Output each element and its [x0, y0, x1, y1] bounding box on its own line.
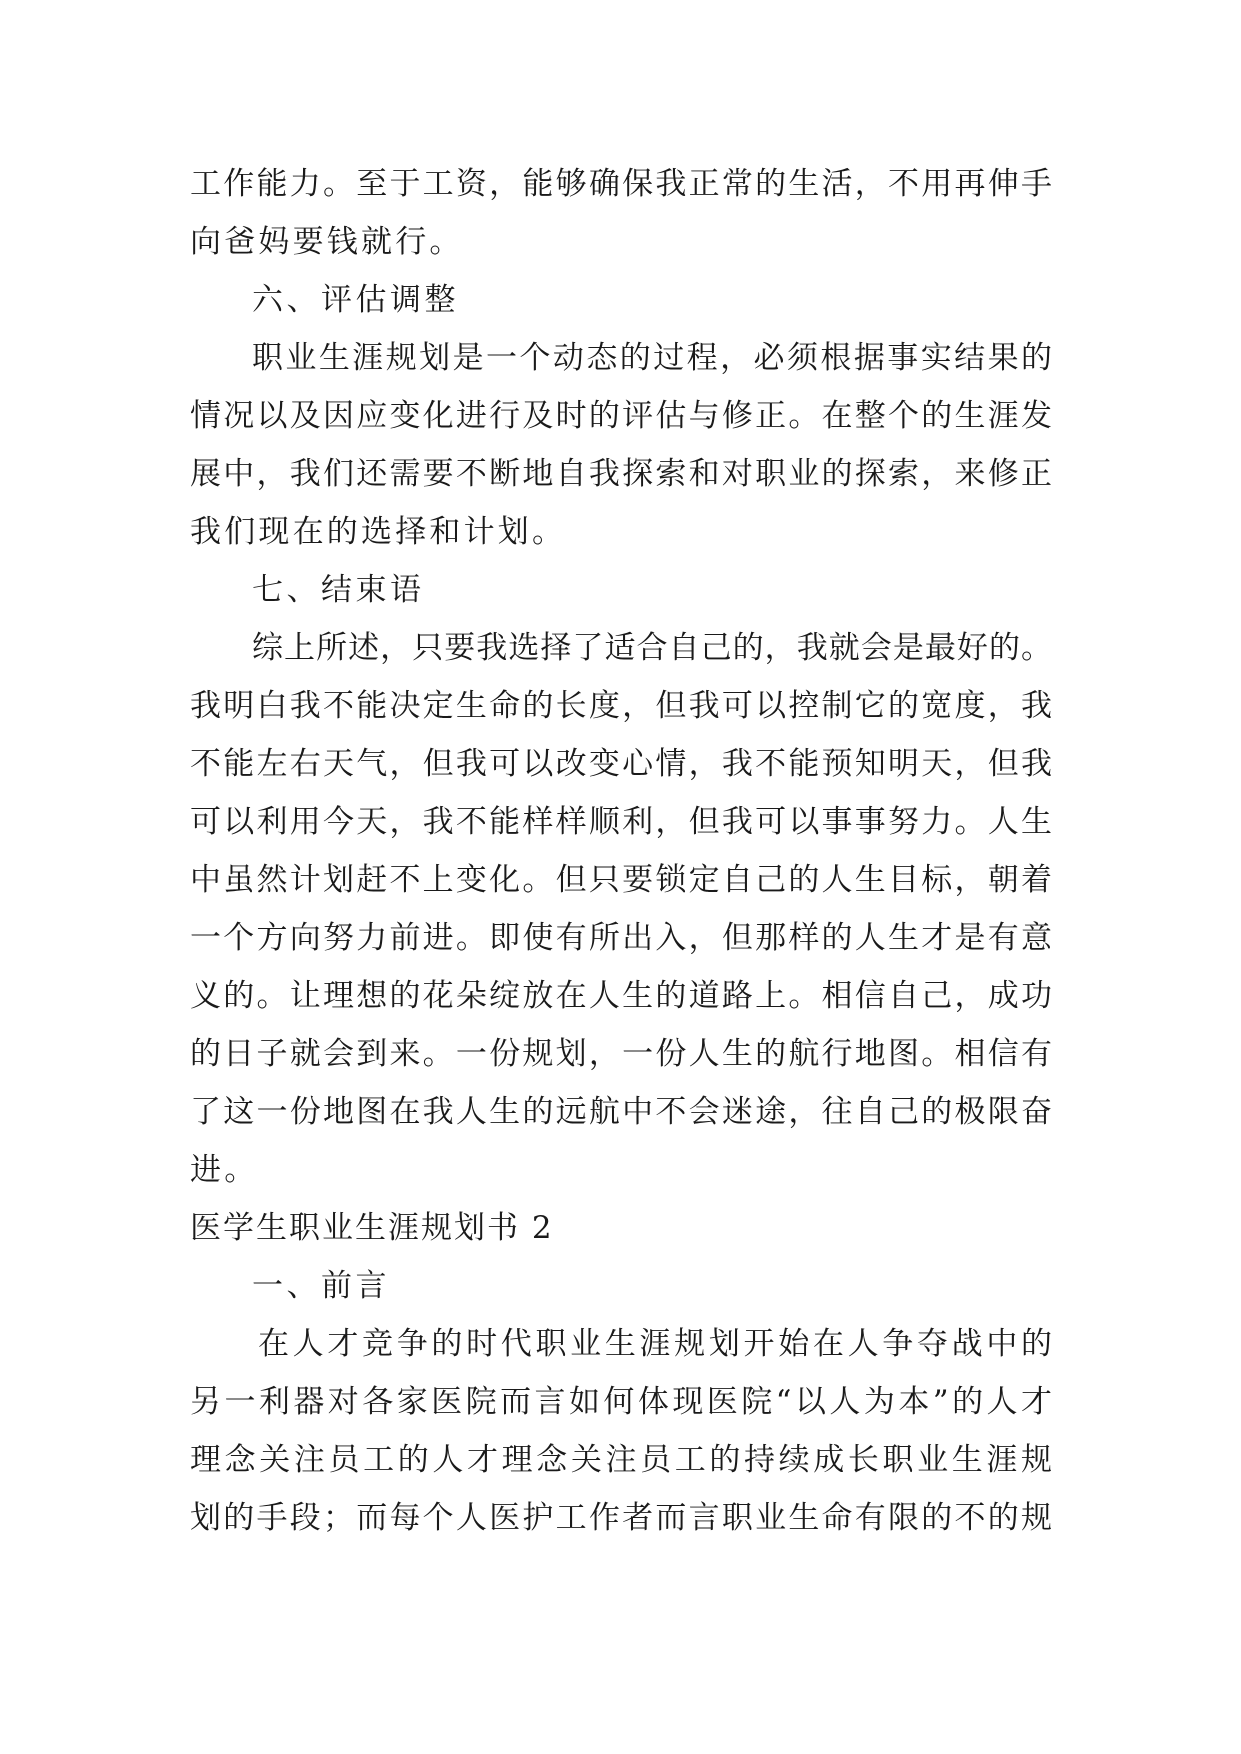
section-heading: 七、结束语 [252, 572, 425, 608]
paragraph-line: 综上所述，只要我选择了适合自己的，我就会是最好的。 [252, 630, 1052, 666]
paragraph-line: 划的手段；而每个人医护工作者而言职业生命有限的不的规 [190, 1500, 1052, 1536]
paragraph-line: 情况以及因应变化进行及时的评估与修正。在整个的生涯发 [190, 398, 1052, 434]
paragraph-line: 职业生涯规划是一个动态的过程，必须根据事实结果的 [252, 340, 1052, 376]
paragraph-line: 另一利器对各家医院而言如何体现医院“以人为本”的人才 [190, 1384, 1052, 1420]
paragraph-line: 不能左右天气，但我可以改变心情，我不能预知明天，但我 [190, 746, 1052, 782]
paragraph-line: 工作能力。至于工资，能够确保我正常的生活，不用再伸手 [190, 166, 1052, 202]
paragraph-line: 展中，我们还需要不断地自我探索和对职业的探索，来修正 [190, 456, 1052, 492]
paragraph-line: 的日子就会到来。一份规划，一份人生的航行地图。相信有 [190, 1036, 1052, 1072]
paragraph-line: 进。 [190, 1152, 259, 1188]
document-body [190, 155, 1052, 1547]
paragraph-line: 义的。让理想的花朵绽放在人生的道路上。相信自己，成功 [190, 978, 1052, 1014]
section-heading: 六、评估调整 [252, 282, 459, 318]
paragraph-line: 了这一份地图在我人生的远航中不会迷途，往自己的极限奋 [190, 1094, 1052, 1130]
paragraph-line: 向爸妈要钱就行。 [190, 224, 464, 260]
paragraph-line: 中虽然计划赶不上变化。但只要锁定自己的人生目标，朝着 [190, 862, 1052, 898]
paragraph-line: 我明白我不能决定生命的长度，但我可以控制它的宽度，我 [190, 688, 1052, 724]
section-heading: 一、前言 [252, 1268, 390, 1304]
paragraph-line: 我们现在的选择和计划。 [190, 514, 567, 550]
paragraph-line: 在人才竞争的时代职业生涯规划开始在人争夺战中的 [258, 1326, 1052, 1362]
paragraph-line: 可以利用今天，我不能样样顺利，但我可以事事努力。人生 [190, 804, 1052, 840]
document-title: 医学生职业生涯规划书 2 [190, 1210, 554, 1246]
paragraph-line: 理念关注员工的人才理念关注员工的持续成长职业生涯规 [190, 1442, 1052, 1478]
paragraph-line: 一个方向努力前进。即使有所出入，但那样的人生才是有意 [190, 920, 1052, 956]
